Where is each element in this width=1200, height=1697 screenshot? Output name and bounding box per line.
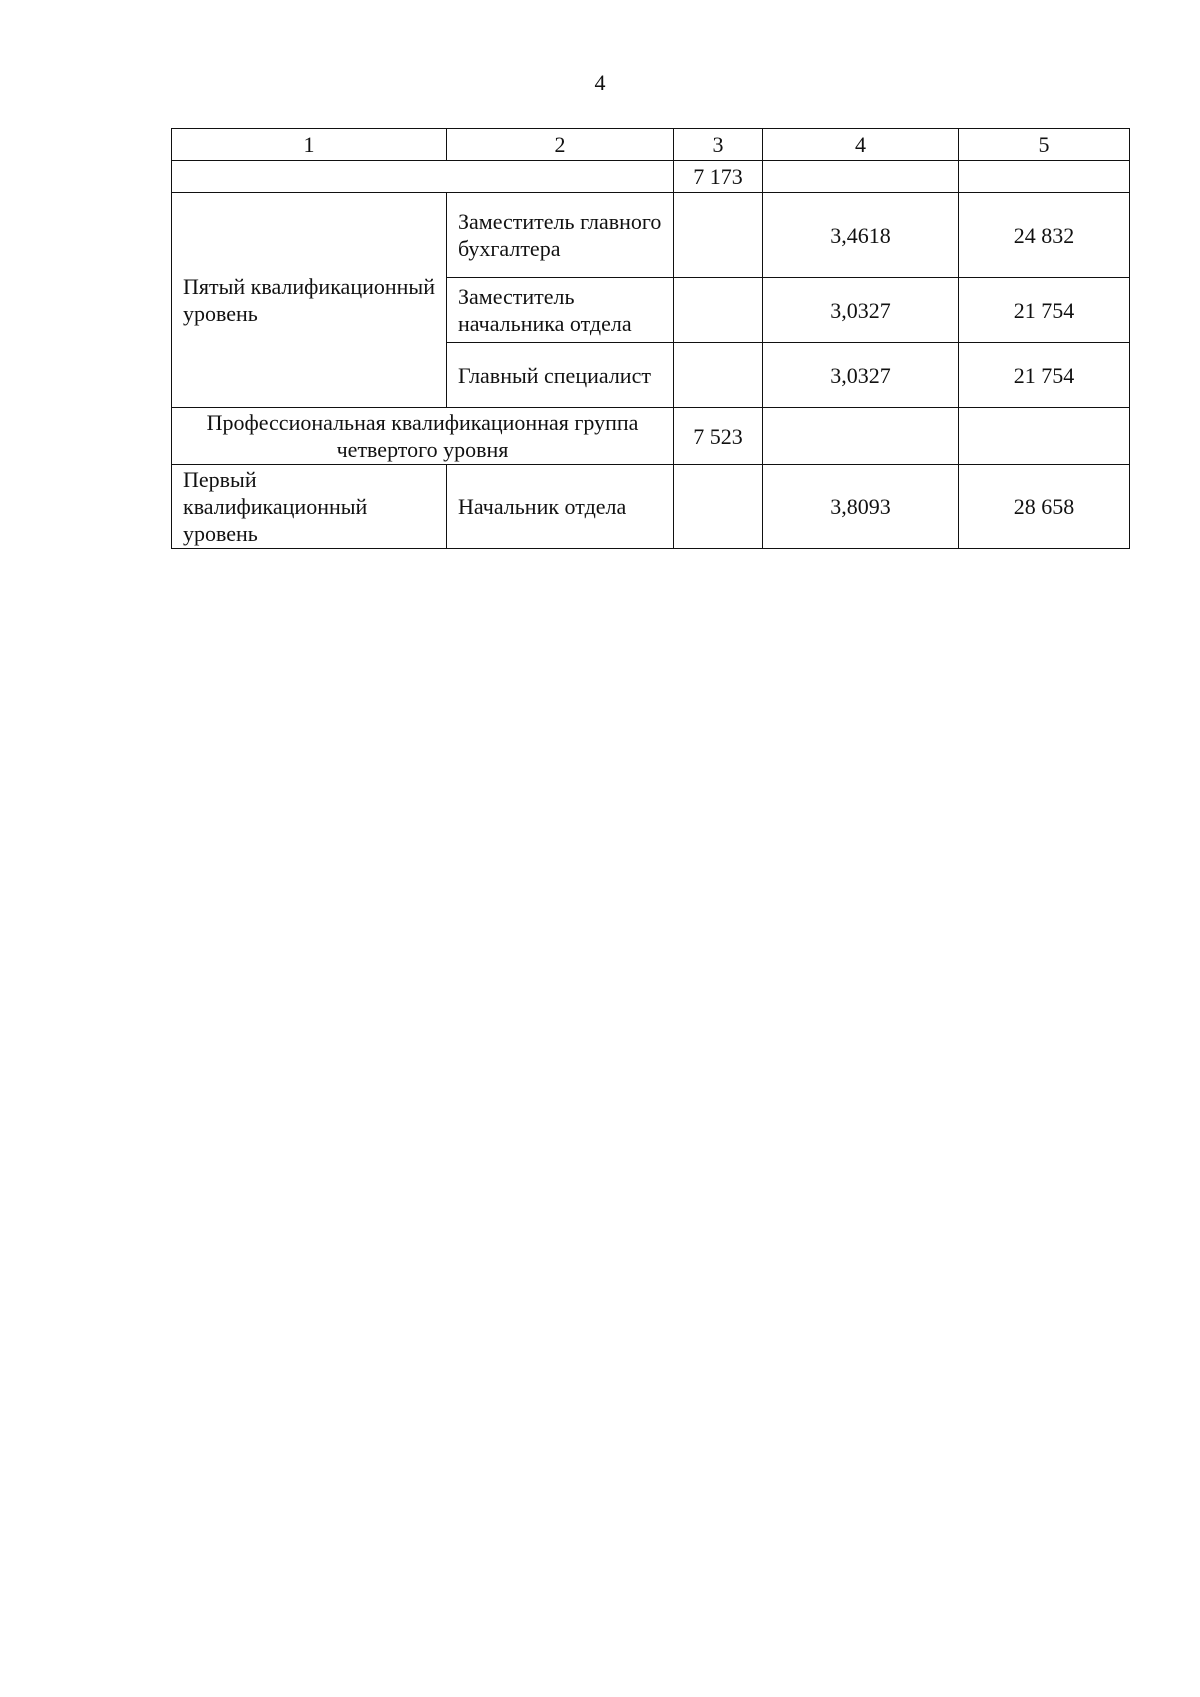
coefficient: 3,0327 bbox=[763, 278, 959, 343]
table-row bbox=[172, 465, 1130, 549]
column-number-4: 4 bbox=[763, 129, 959, 161]
column-number-3: 3 bbox=[674, 129, 763, 161]
column-number-1: 1 bbox=[172, 129, 447, 161]
empty-cell bbox=[674, 278, 763, 343]
coefficient: 3,0327 bbox=[763, 343, 959, 408]
empty-cell bbox=[763, 161, 959, 193]
group-label bbox=[172, 161, 674, 193]
salary: 21 754 bbox=[959, 278, 1130, 343]
group-label: Профессиональная квалификационная группа четвертого уровня bbox=[172, 408, 674, 465]
empty-cell bbox=[959, 408, 1130, 465]
salary: 24 832 bbox=[959, 193, 1130, 278]
salary: 21 754 bbox=[959, 343, 1130, 408]
column-number-5: 5 bbox=[959, 129, 1130, 161]
qualification-level: Первый квалификационный уровень bbox=[172, 465, 447, 549]
group-row bbox=[172, 161, 1130, 193]
coefficient: 3,8093 bbox=[763, 465, 959, 549]
empty-cell bbox=[674, 193, 763, 278]
empty-cell bbox=[763, 408, 959, 465]
position-title: Заместитель начальника отдела bbox=[447, 278, 674, 343]
empty-cell bbox=[959, 161, 1130, 193]
column-number-2: 2 bbox=[447, 129, 674, 161]
qualification-level: Пятый квалификационный уровень bbox=[172, 193, 447, 408]
page-number: 4 bbox=[594, 70, 606, 95]
table-row bbox=[172, 193, 1130, 278]
position-title: Заместитель главного бухгалтера bbox=[447, 193, 674, 278]
empty-cell bbox=[674, 343, 763, 408]
group-row bbox=[172, 408, 1130, 465]
group-base-salary: 7 523 bbox=[674, 408, 763, 465]
column-number-row bbox=[172, 129, 1130, 161]
position-title: Главный специалист bbox=[447, 343, 674, 408]
salary-table bbox=[171, 128, 1130, 549]
empty-cell bbox=[674, 465, 763, 549]
group-base-salary: 7 173 bbox=[674, 161, 763, 193]
coefficient: 3,4618 bbox=[763, 193, 959, 278]
salary: 28 658 bbox=[959, 465, 1130, 549]
position-title: Начальник отдела bbox=[447, 465, 674, 549]
